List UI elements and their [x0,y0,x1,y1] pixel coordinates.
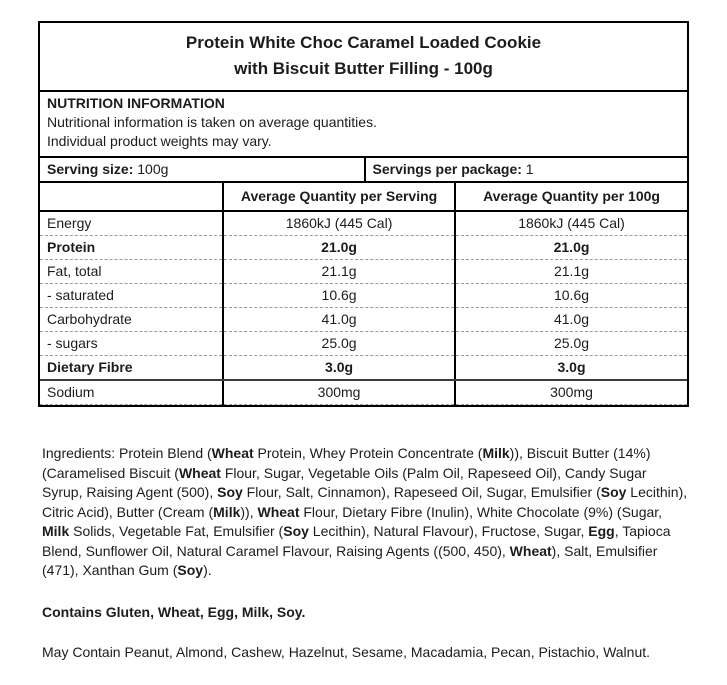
serving-size-label: Serving size: [47,161,134,177]
product-title [40,23,687,92]
serving-row [40,158,687,183]
nutrient-value-per-100g: 10.6g [455,284,687,308]
nutrient-name: Carbohydrate [40,308,223,332]
nutrient-value-per-serving: 21.0g [223,236,455,260]
nutrient-name: - sugars [40,332,223,356]
nutrient-value-per-serving: 21.1g [223,260,455,284]
ingredient-text: Flour, Salt, Cinnamon), Rapeseed Oil, Sugar, Emulsifier ( [242,484,601,500]
ingredient-text: ). [203,562,212,578]
nutrition-info-heading: NUTRITION INFORMATION [47,95,225,111]
allergen-emphasis: Wheat [211,445,254,461]
table-row [40,260,687,284]
column-header-per-100g: Average Quantity per 100g [455,183,687,211]
nutrient-name: Energy [40,211,223,236]
nutrition-info-section [40,92,687,158]
allergen-emphasis: Milk [42,523,70,539]
column-header-per-serving: Average Quantity per Serving [223,183,455,211]
nutrient-value-per-100g: 41.0g [455,308,687,332]
nutrition-info-note-2: Individual product weights may vary. [47,133,272,149]
column-header-nutrient [40,183,223,211]
nutrient-value-per-serving: 3.0g [223,356,455,381]
servings-per-package-cell [364,158,688,181]
table-row [40,356,687,381]
product-title-line1: Protein White Choc Caramel Loaded Cookie [185,33,542,52]
ingredient-text: Lecithin), Natural Flavour), Fructose, Sugar, [308,523,589,539]
allergen-emphasis: Wheat [257,503,300,520]
serving-size-value: 100g [137,161,169,177]
ingredient-text: , Tapioca Blend, Sunflower Oil, Natural Caramel Flavour, Raising Agents ((500, 450), [42,523,671,559]
allergen-emphasis: Soy [283,523,309,539]
nutrition-table-header-row [40,183,687,211]
table-row [40,211,687,236]
nutrient-value-per-100g: 1860kJ (445 Cal) [455,211,687,236]
nutrient-value-per-serving: 41.0g [223,308,455,332]
allergen-emphasis: Milk [213,503,241,520]
product-title-line2: with Biscuit Butter Filling - 100g [234,59,493,78]
allergen-emphasis: Egg [588,523,615,539]
nutrient-value-per-100g: 300mg [455,380,687,405]
nutrient-value-per-serving: 300mg [223,380,455,405]
nutrient-value-per-serving: 1860kJ (445 Cal) [223,211,455,236]
nutrient-name: Protein [40,236,223,260]
contains-statement: Contains Gluten, Wheat, Egg, Milk, Soy. [42,603,306,620]
ingredient-text: Flour, Dietary Fibre (Inulin), White Chocolate (9%) (Sugar, [299,503,663,520]
table-row [40,236,687,260]
table-row [40,380,687,405]
nutrient-value-per-100g: 21.0g [455,236,687,260]
allergen-emphasis: Milk [482,445,510,461]
nutrient-name: Fat, total [40,260,223,284]
allergen-emphasis: Wheat [509,542,552,559]
table-row [40,284,687,308]
nutrient-value-per-100g: 21.1g [455,260,687,284]
serving-size-cell [40,158,364,181]
allergen-emphasis: Soy [600,484,627,500]
allergen-emphasis: Wheat [178,464,221,481]
ingredient-text: Lecithin), Citric Acid), Butter (Cream ( [42,484,688,520]
nutrient-name: Dietary Fibre [40,356,223,381]
servings-per-package-label: Servings per package: [372,161,522,177]
allergen-emphasis: Soy [217,484,243,500]
ingredient-text: Ingredients: Protein Blend ( [42,445,212,461]
servings-per-package-value: 1 [525,161,534,177]
ingredient-text: Protein, Whey Protein Concentrate ( [253,445,483,461]
ingredient-text: )), Biscuit Butter (14%) (Caramelised Biscuit ( [42,445,651,481]
ingredient-text: ), Salt, Emulsifier (471), Xanthan Gum ( [42,542,658,578]
ingredients-paragraph [42,444,689,581]
nutrient-value-per-serving: 25.0g [223,332,455,356]
nutrient-value-per-100g: 25.0g [455,332,687,356]
allergen-emphasis: Soy [177,562,204,578]
nutrient-value-per-serving: 10.6g [223,284,455,308]
nutrient-name: - saturated [40,284,223,308]
ingredient-text: )), [240,503,258,520]
may-contain-statement: May Contain Peanut, Almond, Cashew, Hazelnut, Sesame, Macadamia, Pecan, Pistachio, Walnut. [42,643,651,660]
nutrient-value-per-100g: 3.0g [455,356,687,381]
ingredient-text: Flour, Sugar, Vegetable Oils (Palm Oil, Rapeseed Oil), Candy Sugar Syrup, Raising Agent (500), [42,464,647,500]
table-row [40,308,687,332]
nutrition-info-note-1: Nutritional information is taken on average quantities. [47,114,377,130]
nutrition-table-body [40,211,687,405]
ingredient-text: Solids, Vegetable Fat, Emulsifier ( [69,523,284,539]
nutrition-table [40,183,687,405]
nutrition-label [38,21,689,407]
nutrient-name: Sodium [40,380,223,405]
table-row [40,332,687,356]
